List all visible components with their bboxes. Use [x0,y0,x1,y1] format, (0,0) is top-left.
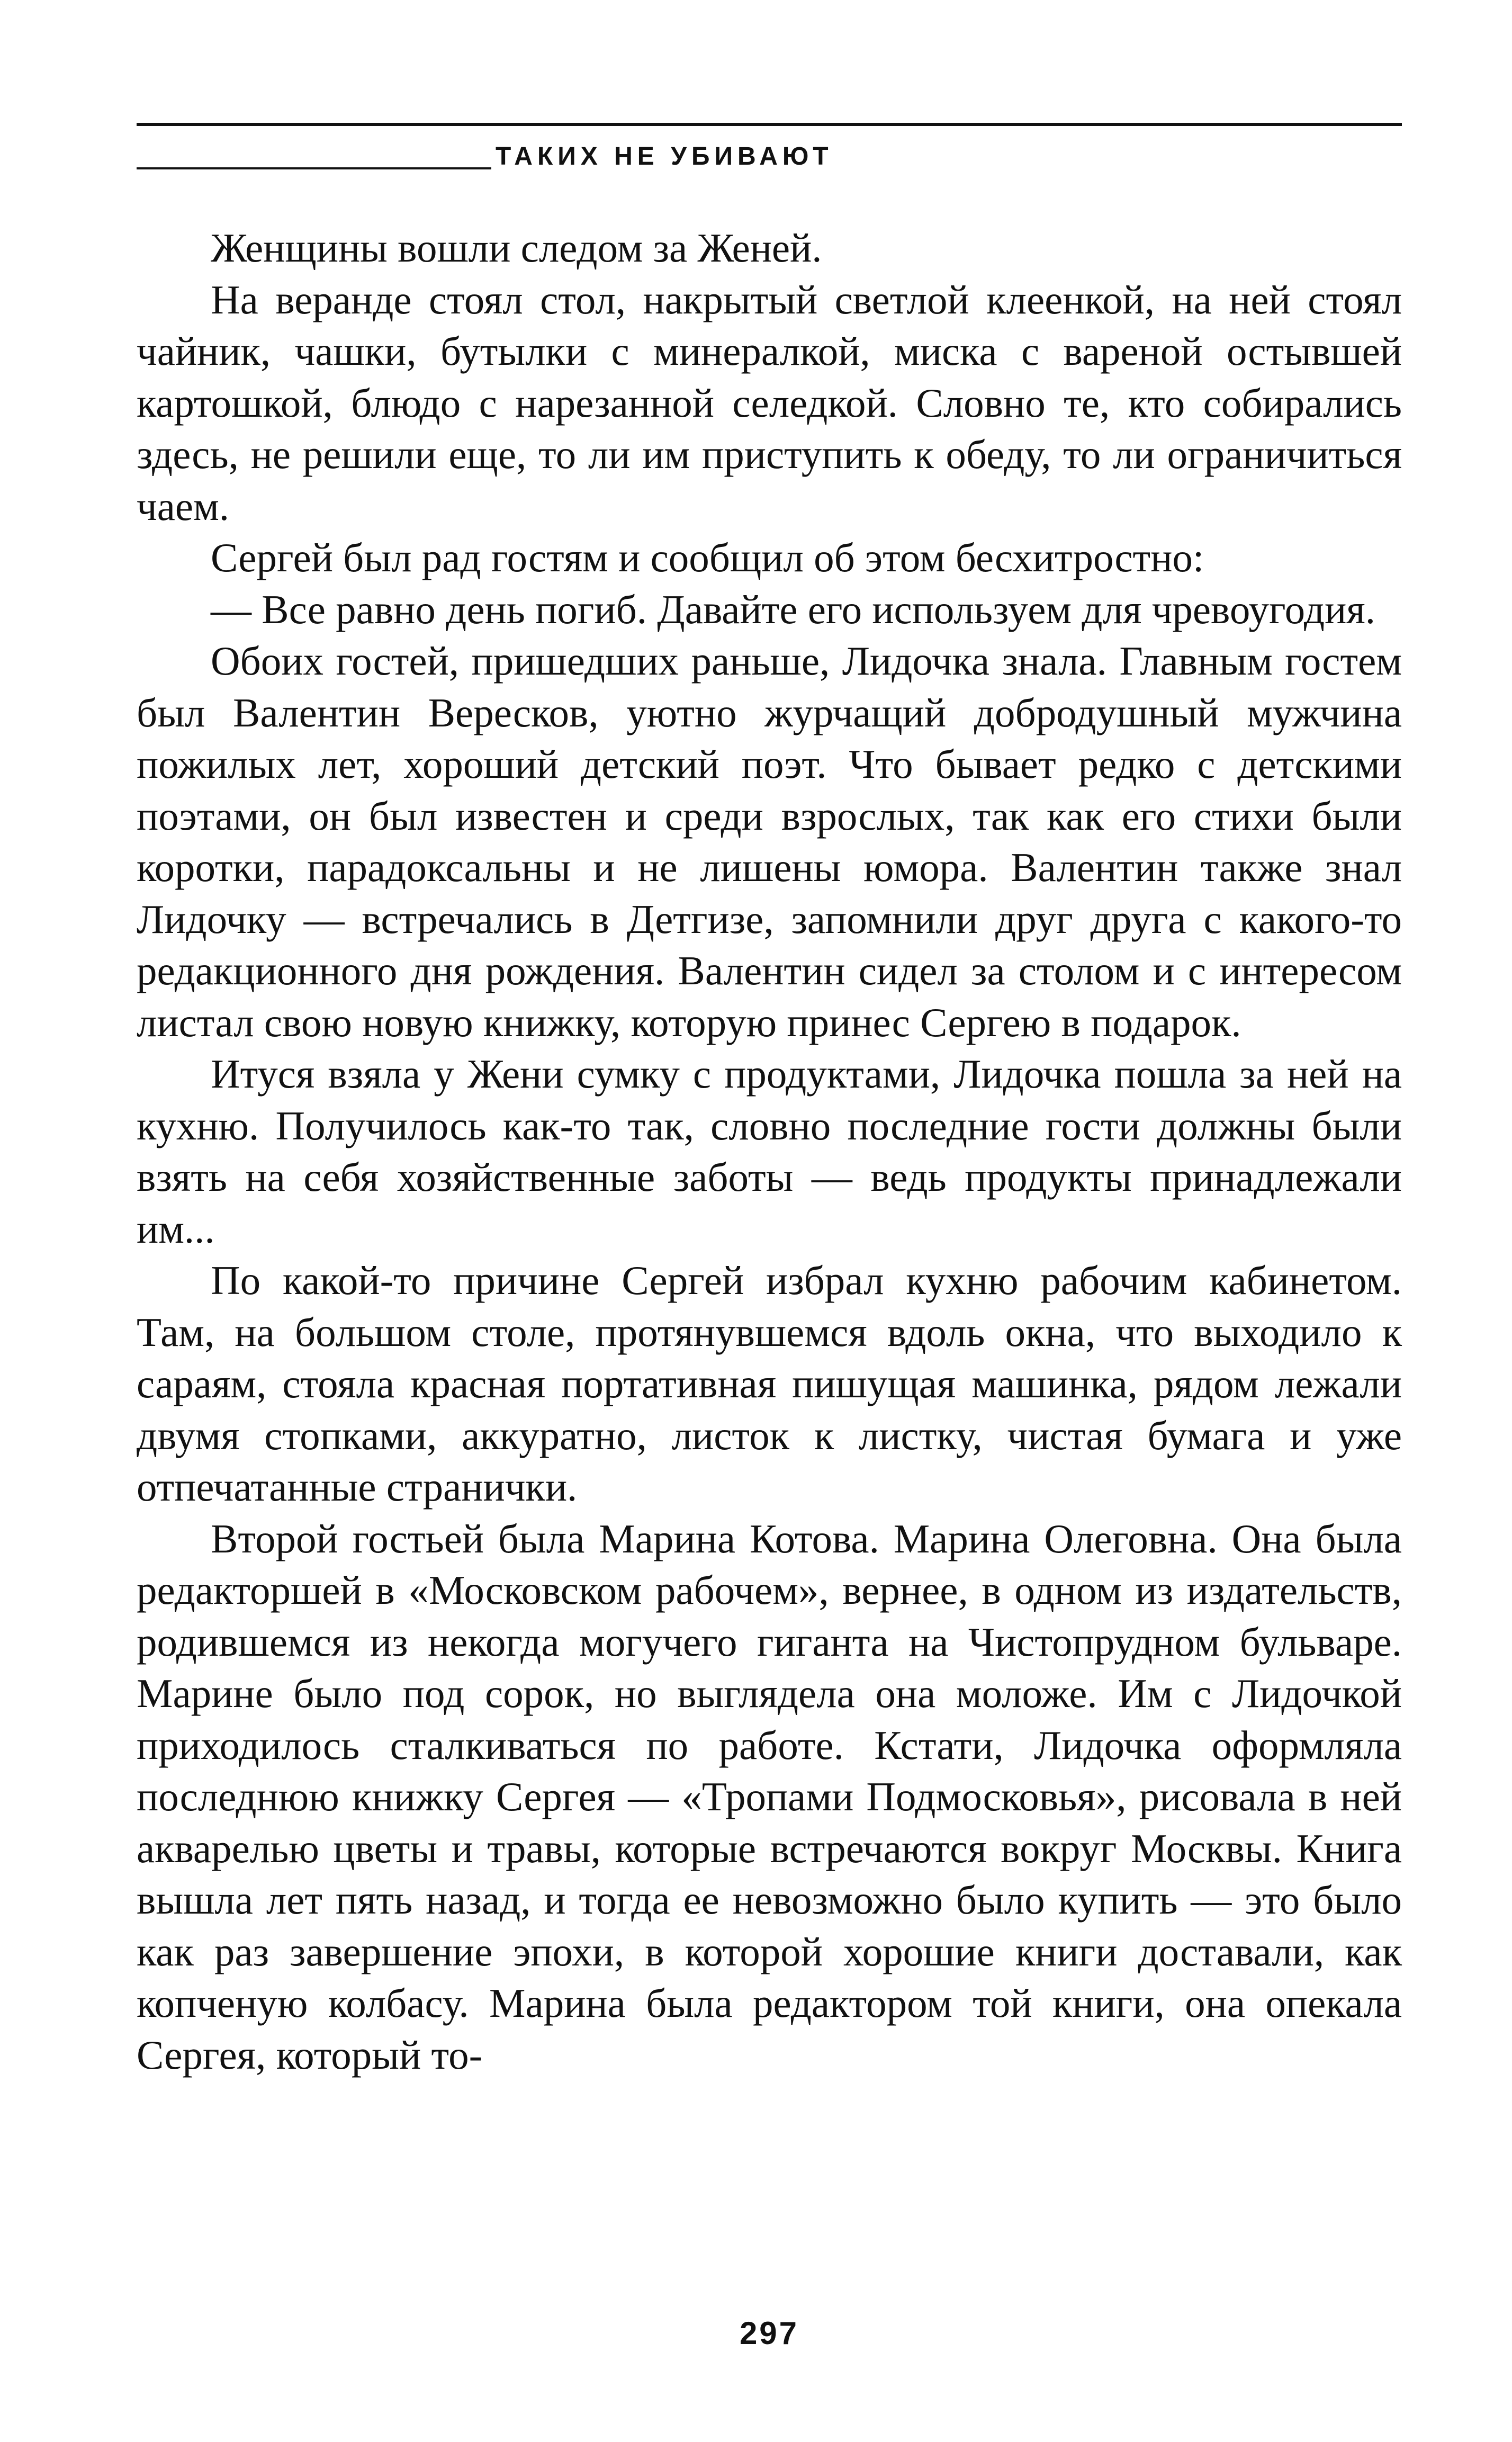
page-number: 297 [739,2315,799,2351]
paragraph: Второй гостьей была Марина Котова. Марина Олеговна. Она была редакторшей в «Московском рабочем», вернее, в одном из издательств, родившемся из некогда могучего гиганта на Чистопрудном бульваре. Марине было под сорок, но выглядела она моложе. Им с Лидочкой приходилось сталкиваться по работе. Кстати, Лидочка оформляла последнюю книжку Сергея — «Тропами Подмосковья», рисовала в ней акварелью цветы и травы, которые встречаются вокруг Москвы. Книга вышла лет пять назад, и тогда ее невозможно было купить — это было как раз завершение эпохи, в которой хорошие книги доставали, как копченую колбасу. Марина была редактором той книги, она опекала Сергея, который то- [137,1515,1402,2078]
book-page [137,116,1402,2393]
paragraph: — Все равно день погиб. Давайте его используем для чревоугодия. [211,586,1375,632]
running-head-title: ТАКИХ НЕ УБИВАЮТ [496,142,833,170]
header-top-rule [137,123,1402,126]
paragraph: На веранде стоял стол, накрытый светлой клеенкой, на ней стоял чайник, чашки, бутылки с минералкой, миска с вареной остывшей картошкой, блюдо с нарезанной селедкой. Словно те, кто собирались здесь, не решили еще, то ли им приступить к обеду, то ли ограничиться чаем. [137,276,1402,529]
paragraph: Женщины вошли следом за Женей. [211,225,822,271]
running-head [137,116,1402,185]
header-left-rule [137,167,491,169]
paragraph: По какой-то причине Сергей избрал кухню рабочим кабинетом. Там, на большом столе, протянувшемся вдоль окна, что выходило к сараям, стояла красная портативная пишущая машинка, рядом лежали двумя стопками, аккуратно, листок к листку, чистая бумага и уже отпечатанные странички. [137,1258,1402,1510]
body-text [137,222,1402,2081]
paragraph: Обоих гостей, пришедших раньше, Лидочка знала. Главным гостем был Валентин Вересков, уютно журчащий добродушный мужчина пожилых лет, хороший детский поэт. Что бывает редко с детскими поэтами, он был известен и среди взрослых, так как его стихи были коротки, парадоксальны и не лишены юмора. Валентин также знал Лидочку — встречались в Детгизе, запомнили друг друга с какого-то редакционного дня рождения. Валентин сидел за столом и с интересом листал свою новую книжку, которую принес Сергею в подарок. [137,638,1402,1045]
paragraph: Сергей был рад гостям и сообщил об этом бесхитростно: [211,535,1204,580]
paragraph: Итуся взяла у Жени сумку с продуктами, Лидочка пошла за ней на кухню. Получилось как-то так, словно последние гости должны были взять на себя хозяйственные заботы — ведь продукты принадлежали им... [137,1051,1402,1252]
